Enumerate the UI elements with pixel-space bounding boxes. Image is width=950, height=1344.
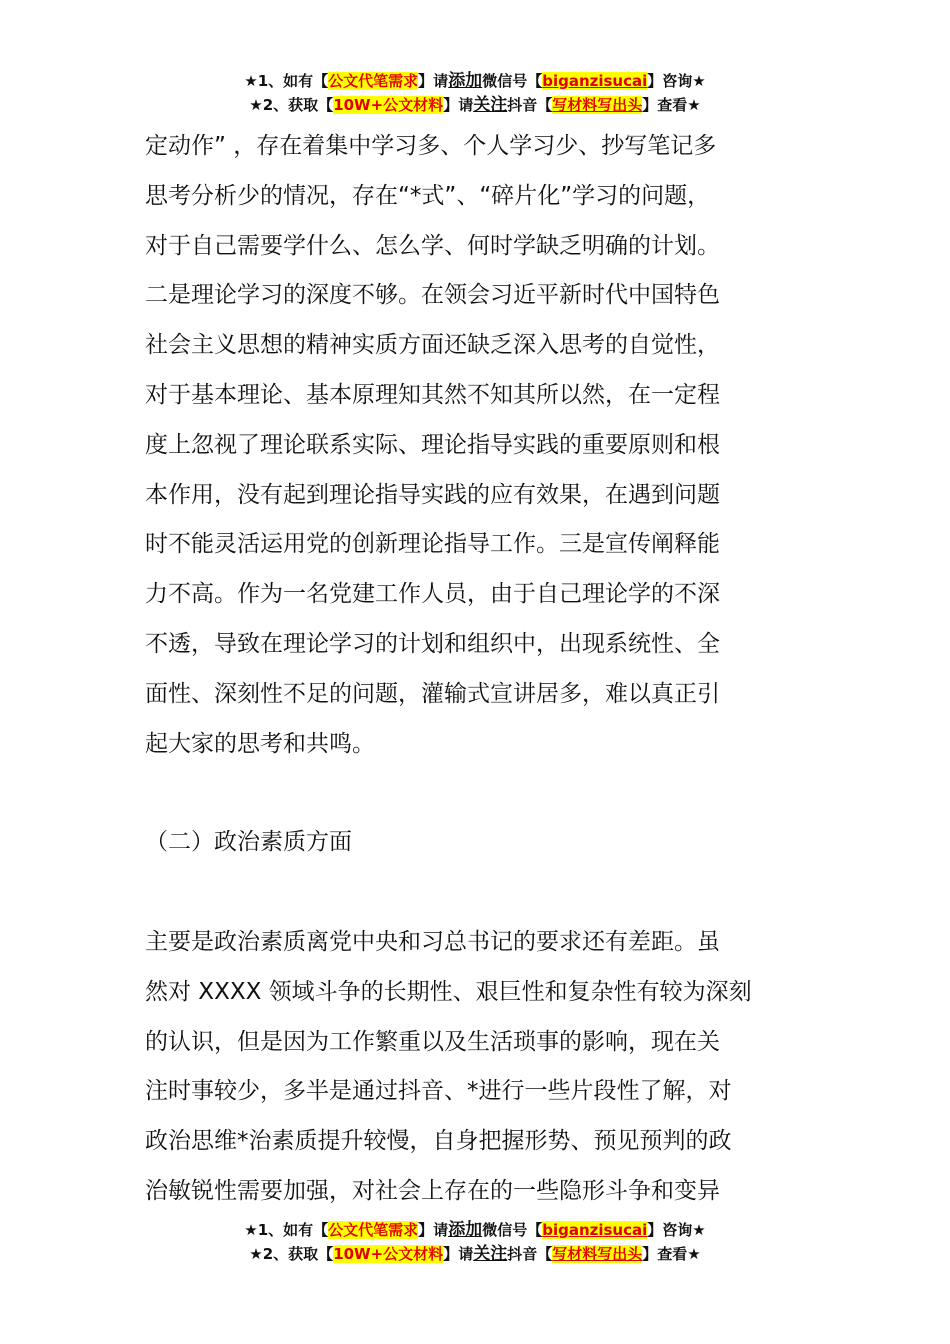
- paragraph-1: [145, 122, 720, 769]
- text: ★2、获取【: [249, 1245, 334, 1263]
- text-line: 的认识，但是因为工作繁重以及生活琐事的影响，现在关: [145, 1028, 720, 1055]
- section-heading: （二）政治素质方面: [145, 829, 352, 855]
- banner-line-2: [0, 93, 950, 117]
- text: 】咨询★: [647, 1221, 706, 1239]
- text-line: 本作用，没有起到理论指导实践的应有效果，在遇到问题: [145, 481, 720, 508]
- paragraph-2: [145, 918, 752, 1217]
- text: 】查看★: [642, 1245, 701, 1263]
- text-line: 对于自己需要学什么、怎么学、何时学缺乏明确的计划。: [145, 232, 720, 259]
- text-line: 度上忽视了理论联系实际、理论指导实践的重要原则和根: [145, 431, 720, 458]
- banner-line-1: [0, 1218, 950, 1242]
- douyin-id: 写材料写出头: [552, 96, 643, 114]
- text: 】请: [443, 96, 474, 114]
- text-line: 然对 XXXX 领域斗争的长期性、艰巨性和复杂性有较为深刻: [145, 978, 752, 1005]
- text: ★1、如有【: [244, 72, 329, 90]
- text-line: 不透，导致在理论学习的计划和组织中，出现系统性、全: [145, 630, 720, 657]
- text: 】请: [418, 72, 449, 90]
- text-line: 思考分析少的情况，存在“*式”、“碎片化”学习的问题，: [145, 182, 711, 209]
- text: 】查看★: [642, 96, 701, 114]
- douyin-id: 写材料写出头: [552, 1245, 643, 1263]
- text: 】请: [418, 1221, 449, 1239]
- text-line: 定动作” ，存在着集中学习多、个人学习少、抄写笔记多: [145, 133, 717, 159]
- text-line: 注时事较少，多半是通过抖音、*进行一些片段性了解，对: [145, 1078, 732, 1105]
- text: 抖音【: [507, 96, 553, 114]
- highlight: 10W+公文材料: [333, 96, 444, 114]
- text: 】咨询★: [647, 72, 706, 90]
- text-line: 力不高。作为一名党建工作人员，由于自己理论学的不深: [145, 581, 720, 608]
- text-line: 社会主义思想的精神实质方面还缺乏深入思考的自觉性，: [145, 332, 720, 359]
- text-line: 政治思维*治素质提升较慢，自身把握形势、预见预判的政: [145, 1128, 732, 1155]
- wechat-id: biganzisucai: [542, 1221, 648, 1239]
- text: ★1、如有【: [244, 1221, 329, 1239]
- text-line: 面性、深刻性不足的问题，灌输式宣讲居多，难以真正引: [145, 680, 720, 707]
- text-line: 对于基本理论、基本原理知其然不知其所以然，在一定程: [145, 381, 720, 408]
- underlined-text: 添加: [448, 71, 483, 91]
- text: 微信号【: [482, 1221, 543, 1239]
- text: 微信号【: [482, 72, 543, 90]
- highlight: 10W+公文材料: [333, 1245, 444, 1263]
- wechat-id: biganzisucai: [542, 72, 648, 90]
- text: 】请: [443, 1245, 474, 1263]
- text: ★2、获取【: [249, 96, 334, 114]
- highlight: 公文代笔需求: [328, 1221, 419, 1239]
- text-line: 起大家的思考和共鸣。: [145, 730, 375, 757]
- promo-banner-bottom: [0, 1218, 950, 1266]
- text-line: 主要是政治素质离党中央和习总书记的要求还有差距。虽: [145, 929, 720, 955]
- promo-banner-top: [0, 69, 950, 117]
- text-line: 时不能灵活运用党的创新理论指导工作。三是宣传阐释能: [145, 531, 720, 558]
- text: 抖音【: [507, 1245, 553, 1263]
- banner-line-2: [0, 1242, 950, 1266]
- underlined-text: 关注: [473, 95, 508, 115]
- underlined-text: 添加: [448, 1220, 483, 1240]
- banner-line-1: [0, 69, 950, 93]
- underlined-text: 关注: [473, 1244, 508, 1264]
- text-line: 二是理论学习的深度不够。在领会习近平新时代中国特色: [145, 282, 720, 309]
- text-line: 治敏锐性需要加强，对社会上存在的一些隐形斗争和变异: [145, 1177, 720, 1204]
- highlight: 公文代笔需求: [328, 72, 419, 90]
